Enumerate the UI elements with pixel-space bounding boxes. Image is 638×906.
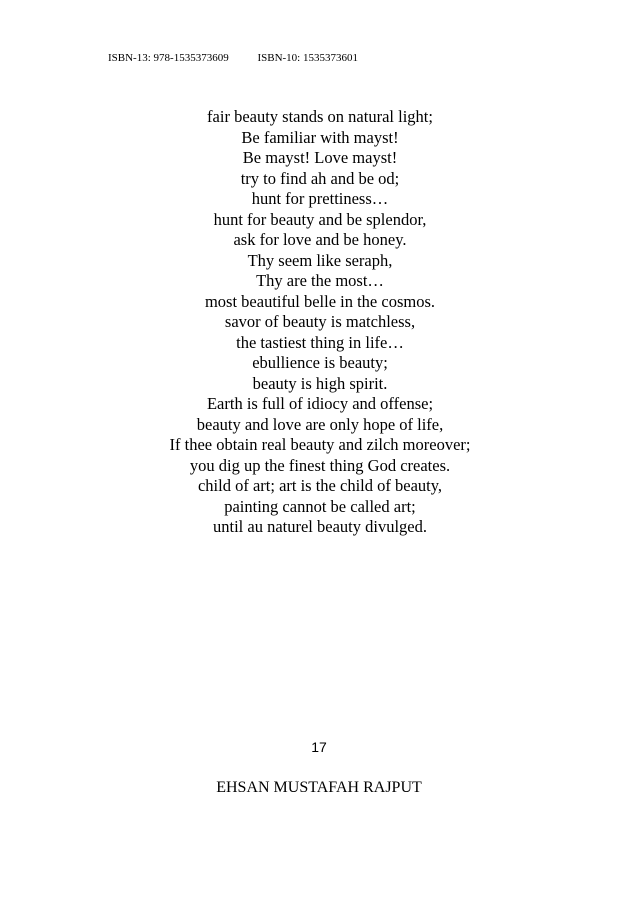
poem-line: most beautiful belle in the cosmos. <box>204 291 436 311</box>
poem-line: Thy seem like seraph, <box>247 250 393 270</box>
poem-line: the tastiest thing in life… <box>236 332 404 352</box>
page-number: 17 <box>311 739 327 755</box>
poem-line: you dig up the finest thing God creates. <box>189 455 451 475</box>
isbn13-label: ISBN-13: 978-1535373609 <box>108 52 229 64</box>
poem-line: try to find ah and be od; <box>240 168 400 188</box>
poem-line: If thee obtain real beauty and zilch moreover; <box>169 435 471 454</box>
poem-text <box>100 107 540 538</box>
poem-line: fair beauty stands on natural light; <box>207 107 433 126</box>
poem-line: ask for love and be honey. <box>233 230 407 249</box>
poem-line: savor of beauty is matchless, <box>224 312 416 331</box>
isbn-header <box>108 52 358 64</box>
poem-line: hunt for beauty and be splendor, <box>213 209 427 229</box>
poem-line: beauty is high spirit. <box>252 373 388 393</box>
poem-line: Be familiar with mayst! <box>241 127 399 147</box>
poem-line: beauty and love are only hope of life, <box>196 414 444 434</box>
poem-line: until au naturel beauty divulged. <box>213 517 427 536</box>
author-name: EHSAN MUSTAFAH RAJPUT <box>216 779 422 796</box>
isbn10-label: ISBN-10: 1535373601 <box>257 52 358 64</box>
poem-line: painting cannot be called art; <box>224 496 416 516</box>
poem-line: Be mayst! Love mayst! <box>242 148 398 167</box>
poem-line: child of art; art is the child of beauty, <box>197 476 443 495</box>
poem-line: Thy are the most… <box>256 271 384 290</box>
poem-line: hunt for prettiness… <box>251 189 389 208</box>
poem-line: Earth is full of idiocy and offense; <box>206 394 434 413</box>
poem-line: ebullience is beauty; <box>252 353 388 372</box>
